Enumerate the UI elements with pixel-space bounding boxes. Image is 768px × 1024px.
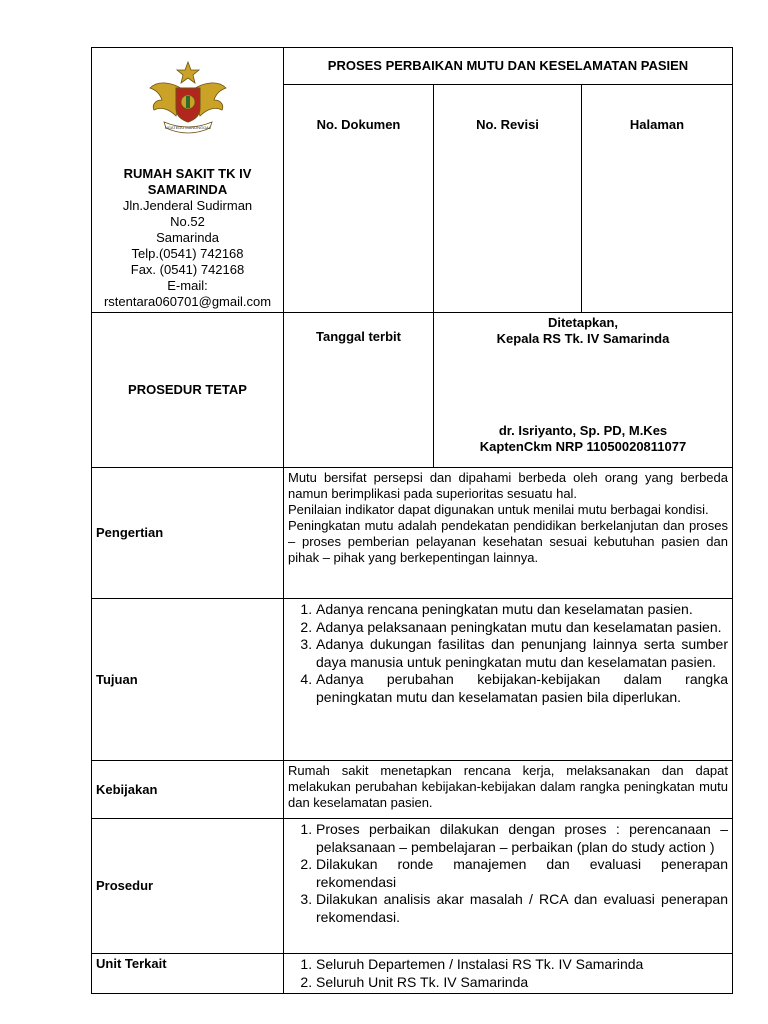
pengertian-paragraph: Mutu bersifat persepsi dan dipahami berbeda oleh orang yang berbeda namun berimplikasi pada superioritas sesuatu hal. [288, 470, 728, 501]
section-pengertian [92, 468, 733, 599]
list-item: 2. Dilakukan ronde manajemen dan evaluasi penerapan rekomendasi [316, 856, 728, 891]
prosedur-list [288, 821, 728, 926]
section-tujuan [92, 599, 733, 761]
address-line1: Jln.Jenderal Sudirman [122, 198, 253, 213]
hospital-name-line2: SAMARINDA [147, 182, 228, 197]
pengertian-content [284, 468, 733, 599]
pengertian-label: Pengertian [92, 468, 284, 599]
page-header: Halaman [582, 85, 733, 313]
unit-terkait-label: Unit Terkait [92, 954, 284, 994]
protap-label: PROSEDUR TETAP [92, 313, 284, 468]
address-line2: No.52 [170, 214, 205, 229]
document-title: PROSES PERBAIKAN MUTU DAN KESELAMATAN PASIEN [284, 48, 733, 85]
section-kebijakan [92, 761, 733, 819]
prosedur-label: Prosedur [92, 819, 284, 954]
kebijakan-label: Kebijakan [92, 761, 284, 819]
prosedur-content [284, 819, 733, 954]
list-item: 2. Adanya pelaksanaan peningkatan mutu dan keselamatan pasien. [316, 619, 728, 637]
established-line1: Ditetapkan, [547, 315, 619, 330]
hospital-info-cell [92, 48, 284, 313]
section-prosedur [92, 819, 733, 954]
email-label: E-mail: [167, 278, 208, 293]
header-row-title [92, 48, 733, 85]
unit-terkait-content [284, 954, 733, 994]
list-item: 2. Seluruh Unit RS Tk. IV Samarinda [316, 974, 728, 992]
phone-text: Telp.(0541) 742168 [131, 246, 244, 261]
hospital-emblem-icon [146, 60, 230, 138]
email-text: rstentara060701@gmail.com [103, 294, 272, 309]
section-unit-terkait [92, 954, 733, 994]
signature-block [434, 423, 732, 455]
unit-terkait-list [288, 956, 728, 991]
signer-name: dr. Isriyanto, Sp. PD, M.Kes [498, 423, 668, 438]
tujuan-list [288, 601, 728, 706]
doc-number-header: No. Dokumen [284, 85, 434, 313]
established-cell [434, 313, 733, 468]
list-item: 3. Dilakukan analisis akar masalah / RCA dan evaluasi penerapan rekomendasi. [316, 891, 728, 926]
tujuan-content [284, 599, 733, 761]
revision-header: No. Revisi [434, 85, 582, 313]
list-item: 4. Adanya perubahan kebijakan-kebijakan dalam rangka peningkatan mutu dan keselamatan pasien bila diperlukan. [316, 671, 728, 706]
list-item: 1. Proses perbaikan dilakukan dengan proses : perencanaan – pelaksanaan – pembelajaran – perbaikan (plan do study action ) [316, 821, 728, 856]
established-line2: Kepala RS Tk. IV Samarinda [496, 331, 670, 346]
list-item: 1. Adanya rencana peningkatan mutu dan keselamatan pasien. [316, 601, 728, 619]
pengertian-paragraph: Penilaian indikator dapat digunakan untuk menilai mutu berbagai kondisi. [288, 502, 709, 517]
tujuan-label: Tujuan [92, 599, 284, 761]
address-line3: Samarinda [156, 230, 219, 245]
issue-date-label: Tanggal terbit [284, 313, 434, 468]
hospital-name-line1: RUMAH SAKIT TK IV [123, 166, 252, 181]
list-item: 1. Seluruh Departemen / Instalasi RS Tk. IV Samarinda [316, 956, 728, 974]
kebijakan-content: Rumah sakit menetapkan rencana kerja, melaksanakan dan dapat melakukan perubahan kebijakan-kebijakan dalam rangka peningkatan mutu dan keselamatan pasien. [284, 761, 733, 819]
svg-text:NGATEDU MANUNGGAL: NGATEDU MANUNGGAL [164, 125, 211, 130]
pengertian-paragraph: Peningkatan mutu adalah pendekatan pendidikan berkelanjutan dan proses – proses pemberian pelayanan kesehatan sesuai kebutuhan pasien dan pihak – pihak yang berkepentingan lainnya. [288, 518, 728, 565]
signer-rank: KaptenCkm NRP 11050020811077 [479, 439, 687, 454]
protap-row [92, 313, 733, 468]
sop-table [91, 47, 733, 994]
fax-text: Fax. (0541) 742168 [130, 262, 245, 277]
list-item: 3. Adanya dukungan fasilitas dan penunjang lainnya serta sumber daya manusia untuk peningkatan mutu dan keselamatan pasien. [316, 636, 728, 671]
